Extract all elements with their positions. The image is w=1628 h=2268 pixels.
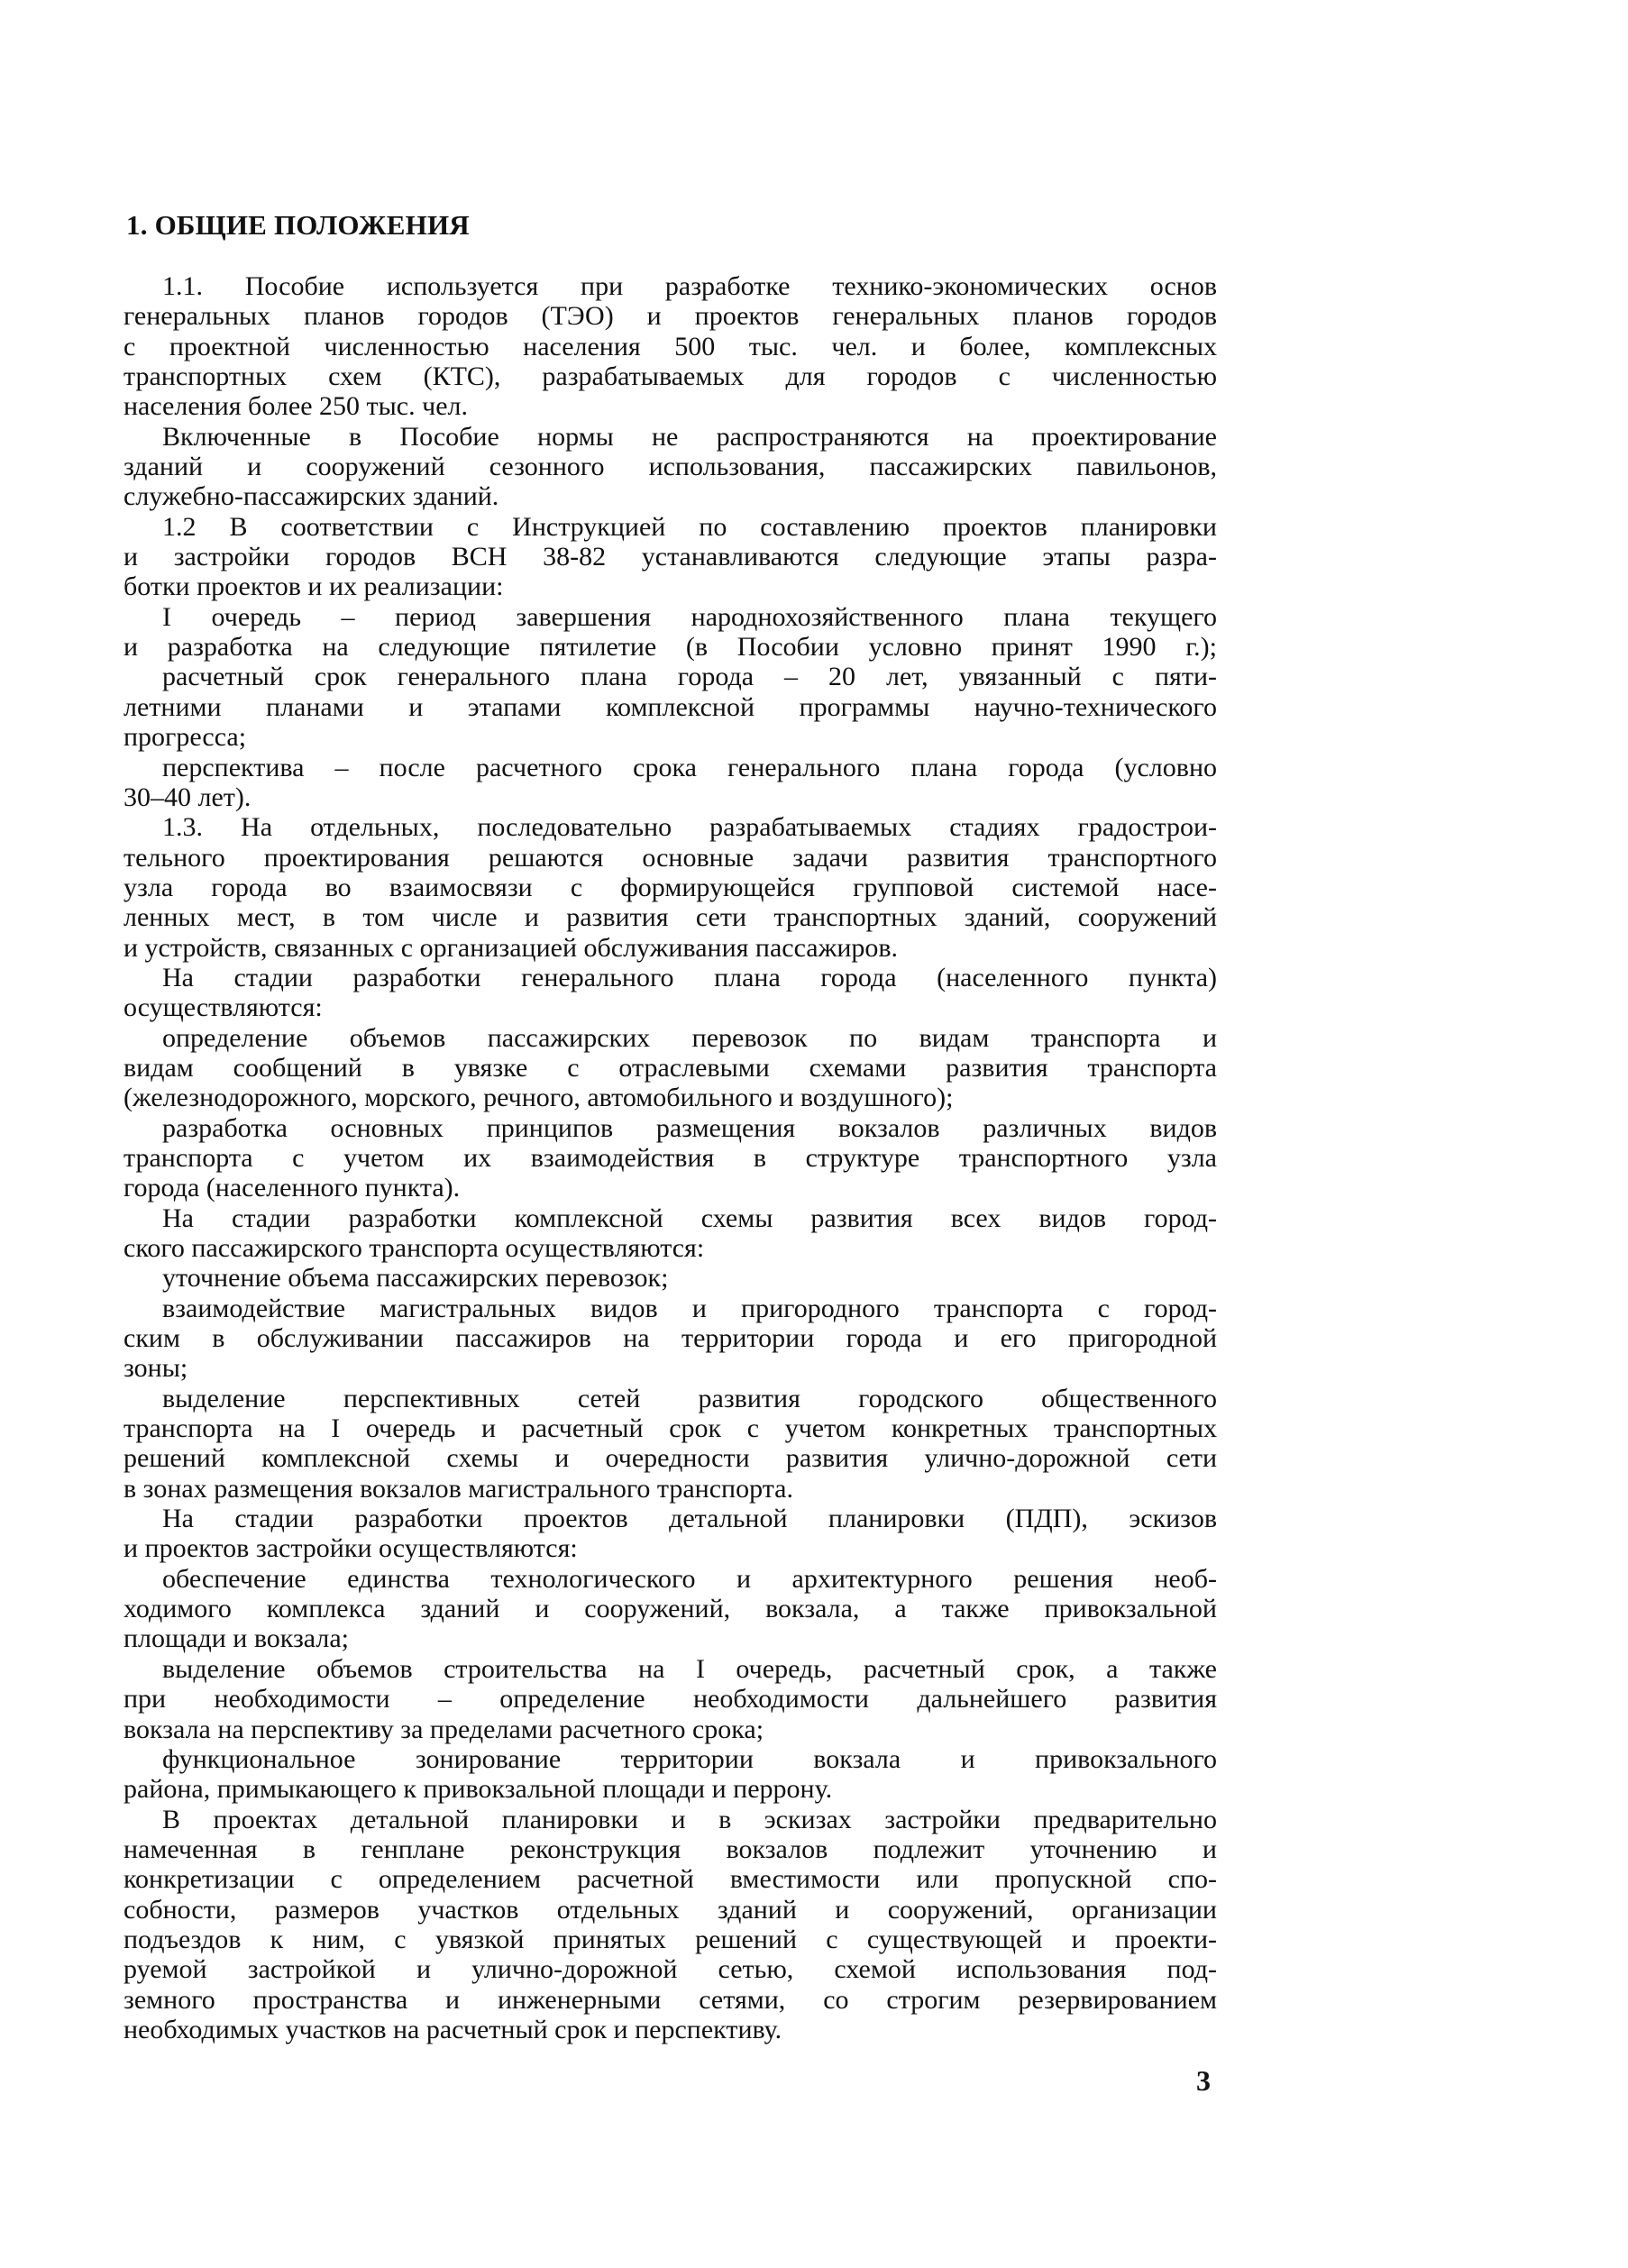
text-line: В проектах детальной планировки и в эскизах застройки предварительно bbox=[162, 1804, 1217, 1834]
text-line: выделение перспективных сетей развития городского общественного bbox=[162, 1383, 1217, 1413]
text-line: собности, размеров участков отдельных зданий и сооружений, организации bbox=[123, 1894, 1217, 1925]
text-line: транспорта на I очередь и расчетный срок с учетом конкретных транспортных bbox=[123, 1413, 1217, 1444]
text-line: тельного проектирования решаются основные задачи развития транспортного bbox=[123, 842, 1217, 873]
text-line: с проектной численностью населения 500 тыс. чел. и более, комплексных bbox=[123, 331, 1217, 361]
text-line: земного пространства и инженерными сетями, со строгим резервированием bbox=[123, 1984, 1217, 2015]
text-line: и разработка на следующие пятилетие (в Пособии условно принят 1990 г.); bbox=[123, 632, 1217, 663]
text-line: транспортных схем (КТС), разрабатываемых для городов с численностью bbox=[123, 361, 1217, 392]
text-line: (железнодорожного, морского, речного, автомобильного и воздушного); bbox=[123, 1083, 954, 1113]
text-line: обеспечение единства технологического и архитектурного решения необ- bbox=[162, 1563, 1217, 1594]
text-line: На стадии разработки комплексной схемы развития всех видов город- bbox=[162, 1203, 1217, 1233]
text-line: необходимых участков на расчетный срок и перспективу. bbox=[123, 2014, 782, 2044]
text-line: ским в обслуживании пассажиров на территории города и его пригородной bbox=[123, 1323, 1217, 1354]
text-line: и проектов застройки осуществляются: bbox=[123, 1533, 578, 1564]
text-line: 1.1. Пособие используется при разработке технико-экономических основ bbox=[162, 271, 1217, 301]
text-line: определение объемов пассажирских перевозок по видам транспорта и bbox=[162, 1022, 1217, 1053]
text-line: уточнение объема пассажирских перевозок; bbox=[162, 1263, 669, 1294]
text-line: вокзала на перспективу за пределами расчетного срока; bbox=[123, 1714, 764, 1744]
text-line: Включенные в Пособие нормы не распространяются на проектирование bbox=[162, 421, 1217, 452]
text-line: намеченная в генплане реконструкция вокзалов подлежит уточнению и bbox=[123, 1834, 1217, 1864]
text-line: подъездов к ним, с увязкой принятых решений с существующей и проекти- bbox=[123, 1924, 1217, 1954]
text-line: площади и вокзала; bbox=[123, 1623, 350, 1654]
body-text bbox=[123, 271, 1217, 2044]
text-line: транспорта с учетом их взаимодействия в структуре транспортного узла bbox=[123, 1142, 1217, 1173]
text-line: ленных мест, в том числе и развития сети транспортных зданий, сооружений bbox=[123, 902, 1217, 933]
text-line: руемой застройкой и улично-дорожной сетью, схемой использования под- bbox=[123, 1954, 1217, 1985]
text-line: перспектива – после расчетного срока генерального плана города (условно bbox=[162, 752, 1217, 782]
text-line: выделение объемов строительства на I очередь, расчетный срок, а также bbox=[162, 1653, 1217, 1684]
text-line: ботки проектов и их реализации: bbox=[123, 572, 504, 602]
text-line: ского пассажирского транспорта осуществляются: bbox=[123, 1233, 705, 1263]
text-line: На стадии разработки проектов детальной планировки (ПДП), эскизов bbox=[162, 1504, 1217, 1534]
text-line: 1.3. На отдельных, последовательно разрабатываемых стадиях градострои- bbox=[162, 812, 1217, 843]
text-line: видам сообщений в увязке с отраслевыми схемами развития транспорта bbox=[123, 1052, 1217, 1083]
text-line: решений комплексной схемы и очередности развития улично-дорожной сети bbox=[123, 1443, 1217, 1474]
text-line: расчетный срок генерального плана города – 20 лет, увязанный с пяти- bbox=[162, 662, 1217, 692]
text-line: узла города во взаимосвязи с формирующейся групповой системой насе- bbox=[123, 872, 1217, 902]
text-line: в зонах размещения вокзалов магистрального транспорта. bbox=[123, 1473, 793, 1504]
text-line: населения более 250 тыс. чел. bbox=[123, 391, 468, 422]
text-line: и застройки городов ВСН 38-82 устанавливаются следующие этапы разра- bbox=[123, 542, 1217, 572]
text-line: при необходимости – определение необходимости дальнейшего развития bbox=[123, 1684, 1217, 1715]
text-line: зоны; bbox=[123, 1353, 188, 1384]
text-line: города (населенного пункта). bbox=[123, 1173, 461, 1203]
text-line: зданий и сооружений сезонного использования, пассажирских павильонов, bbox=[123, 452, 1217, 482]
text-line: прогресса; bbox=[123, 722, 247, 753]
text-line: I очередь – период завершения народнохозяйственного плана текущего bbox=[162, 601, 1217, 632]
text-line: летними планами и этапами комплексной программы научно-технического bbox=[123, 691, 1217, 722]
text-line: На стадии разработки генерального плана города (населенного пункта) bbox=[162, 962, 1217, 992]
text-line: 30–40 лет). bbox=[123, 782, 252, 812]
text-line: района, примыкающего к привокзальной площади и перрону. bbox=[123, 1774, 833, 1805]
text-line: функциональное зонирование территории вокзала и привокзального bbox=[162, 1743, 1217, 1774]
text-line: служебно-пассажирских зданий. bbox=[123, 481, 499, 512]
page-number: 3 bbox=[1196, 2064, 1211, 2097]
text-line: и устройств, связанных с организацией обслуживания пассажиров. bbox=[123, 932, 899, 963]
text-line: конкретизации с определением расчетной вместимости или пропускной спо- bbox=[123, 1864, 1217, 1895]
text-line: генеральных планов городов (ТЭО) и проектов генеральных планов городов bbox=[123, 301, 1217, 332]
text-line: разработка основных принципов размещения вокзалов различных видов bbox=[162, 1112, 1217, 1143]
text-line: ходимого комплекса зданий и сооружений, вокзала, а также привокзальной bbox=[123, 1594, 1217, 1624]
text-line: 1.2 В соответствии с Инструкцией по составлению проектов планировки bbox=[162, 511, 1217, 542]
text-line: взаимодействие магистральных видов и пригородного транспорта с город- bbox=[162, 1293, 1217, 1323]
text-line: осуществляются: bbox=[123, 992, 323, 1023]
section-heading: 1. ОБЩИЕ ПОЛОЖЕНИЯ bbox=[126, 209, 470, 241]
